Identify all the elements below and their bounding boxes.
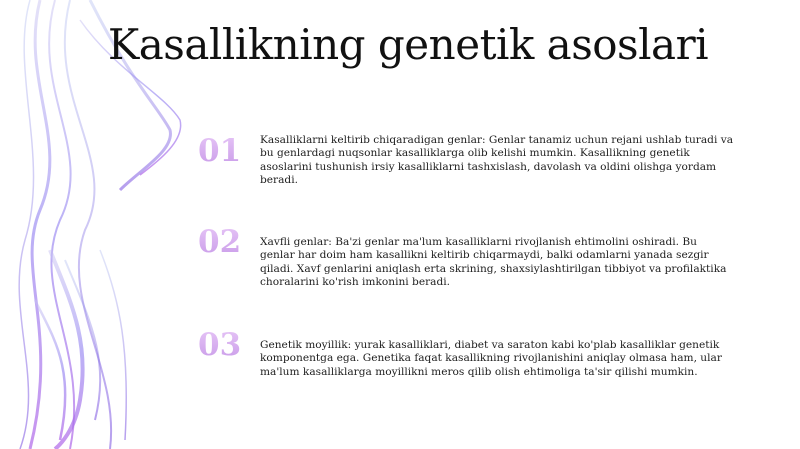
item-text: Xavfli genlar: Ba'zi genlar ma'lum kasalliklarni rivojlanish ehtimolini oshiradi. Bu genlar har doim ham kasallikni keltirib chiqarmaydi, balki odamlarni yanada sezgir qiladi. Xavf genlarini aniqlash erta skrining, shaxsiylashtirilgan tibbiyot va profilaktika choralarini ko'rish imkonini beradi. bbox=[260, 236, 727, 289]
item-text: Kasalliklarni keltirib chiqaradigan genlar: Genlar tanamiz uchun rejani ushlab turadi va bu genlardagi nuqsonlar kasalliklarga olib kelishi mumkin. Kasallikning genetik asoslarini tushunish irsiy kasalliklarni tashxislash, davolash va oldini olishga yordam beradi. bbox=[260, 134, 734, 187]
page-title: Kasallikning genetik asoslari bbox=[107, 20, 709, 69]
item-text: Genetik moyillik: yurak kasalliklari, diabet va saraton kabi ko'plab kasalliklar genetik komponentga ega. Genetika faqat kasallikning rivojlanishini aniqlay olmasa ham, ular ma'lum kasalliklarga moyillikni meros qilib olish ehtimoliga ta'sir qilishi mumkin. bbox=[260, 339, 722, 378]
item-number: 01 bbox=[198, 133, 242, 169]
item-number: 02 bbox=[198, 224, 242, 260]
item-number: 03 bbox=[198, 327, 242, 363]
